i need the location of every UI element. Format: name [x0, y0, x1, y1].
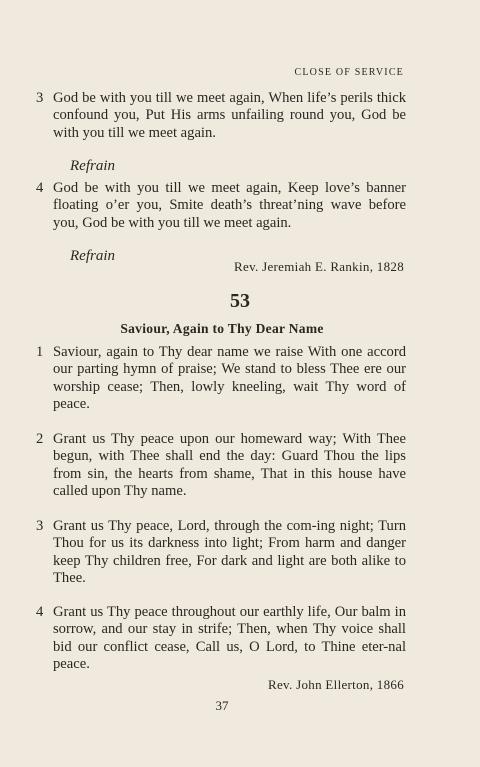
prev-verse-3: [36, 90, 406, 142]
verse-text: Saviour, again to Thy dear name we raise With one accord our parting hymn of praise; We stand to bless Thee ere our worship cease; Then, lowly kneeling, wait Thy word of peace.: [53, 344, 406, 413]
page-number: 37: [215, 698, 229, 713]
verse-number: 1: [36, 344, 44, 360]
verse-4: [36, 604, 406, 674]
verse-text: Grant us Thy peace upon our homeward way; With Thee begun, with Thee shall end the day: Guard Thou the lips from sin, the hearts from shame, That in this house have called upon Thy name.: [53, 431, 406, 500]
verse-number: 4: [36, 180, 44, 196]
verse-text: God be with you till we meet again, When life’s perils thick confound you, Put His arms unfailing round you, God be with you till we meet again.: [53, 90, 406, 141]
verse-number: 2: [36, 431, 44, 447]
verse-3: [36, 518, 406, 588]
verse-text: Grant us Thy peace throughout our earthly life, Our balm in sorrow, and our stay in strife; Then, when Thy voice shall bid our conflict cease, Call us, O Lord, to Thine eter-nal peace.: [53, 604, 406, 673]
verse-number: 3: [36, 518, 44, 534]
verse-text: God be with you till we meet again, Keep love’s banner floating o’er you, Smite death’s threat’ning wave before you, God be with you till we meet again.: [53, 180, 406, 231]
verse-text: Grant us Thy peace, Lord, through the com-ing night; Turn Thou for us its darkness into light; From harm and danger keep Thy children free, For dark and light are both alike to Thee.: [53, 518, 406, 587]
hymn-title: Saviour, Again to Thy Dear Name: [120, 321, 324, 336]
verse-number: 4: [36, 604, 44, 620]
hymn-number: 53: [230, 290, 250, 312]
prev-verse-4: [36, 180, 406, 232]
verse-1: [36, 344, 406, 414]
verse-2: [36, 431, 406, 501]
refrain-label: Refrain: [70, 158, 115, 174]
verse-number: 3: [36, 90, 44, 106]
author-credit: Rev. John Ellerton, 1866: [268, 677, 404, 692]
running-head: CLOSE OF SERVICE: [294, 67, 404, 78]
refrain-label: Refrain: [70, 248, 115, 264]
author-credit: Rev. Jeremiah E. Rankin, 1828: [234, 259, 404, 274]
